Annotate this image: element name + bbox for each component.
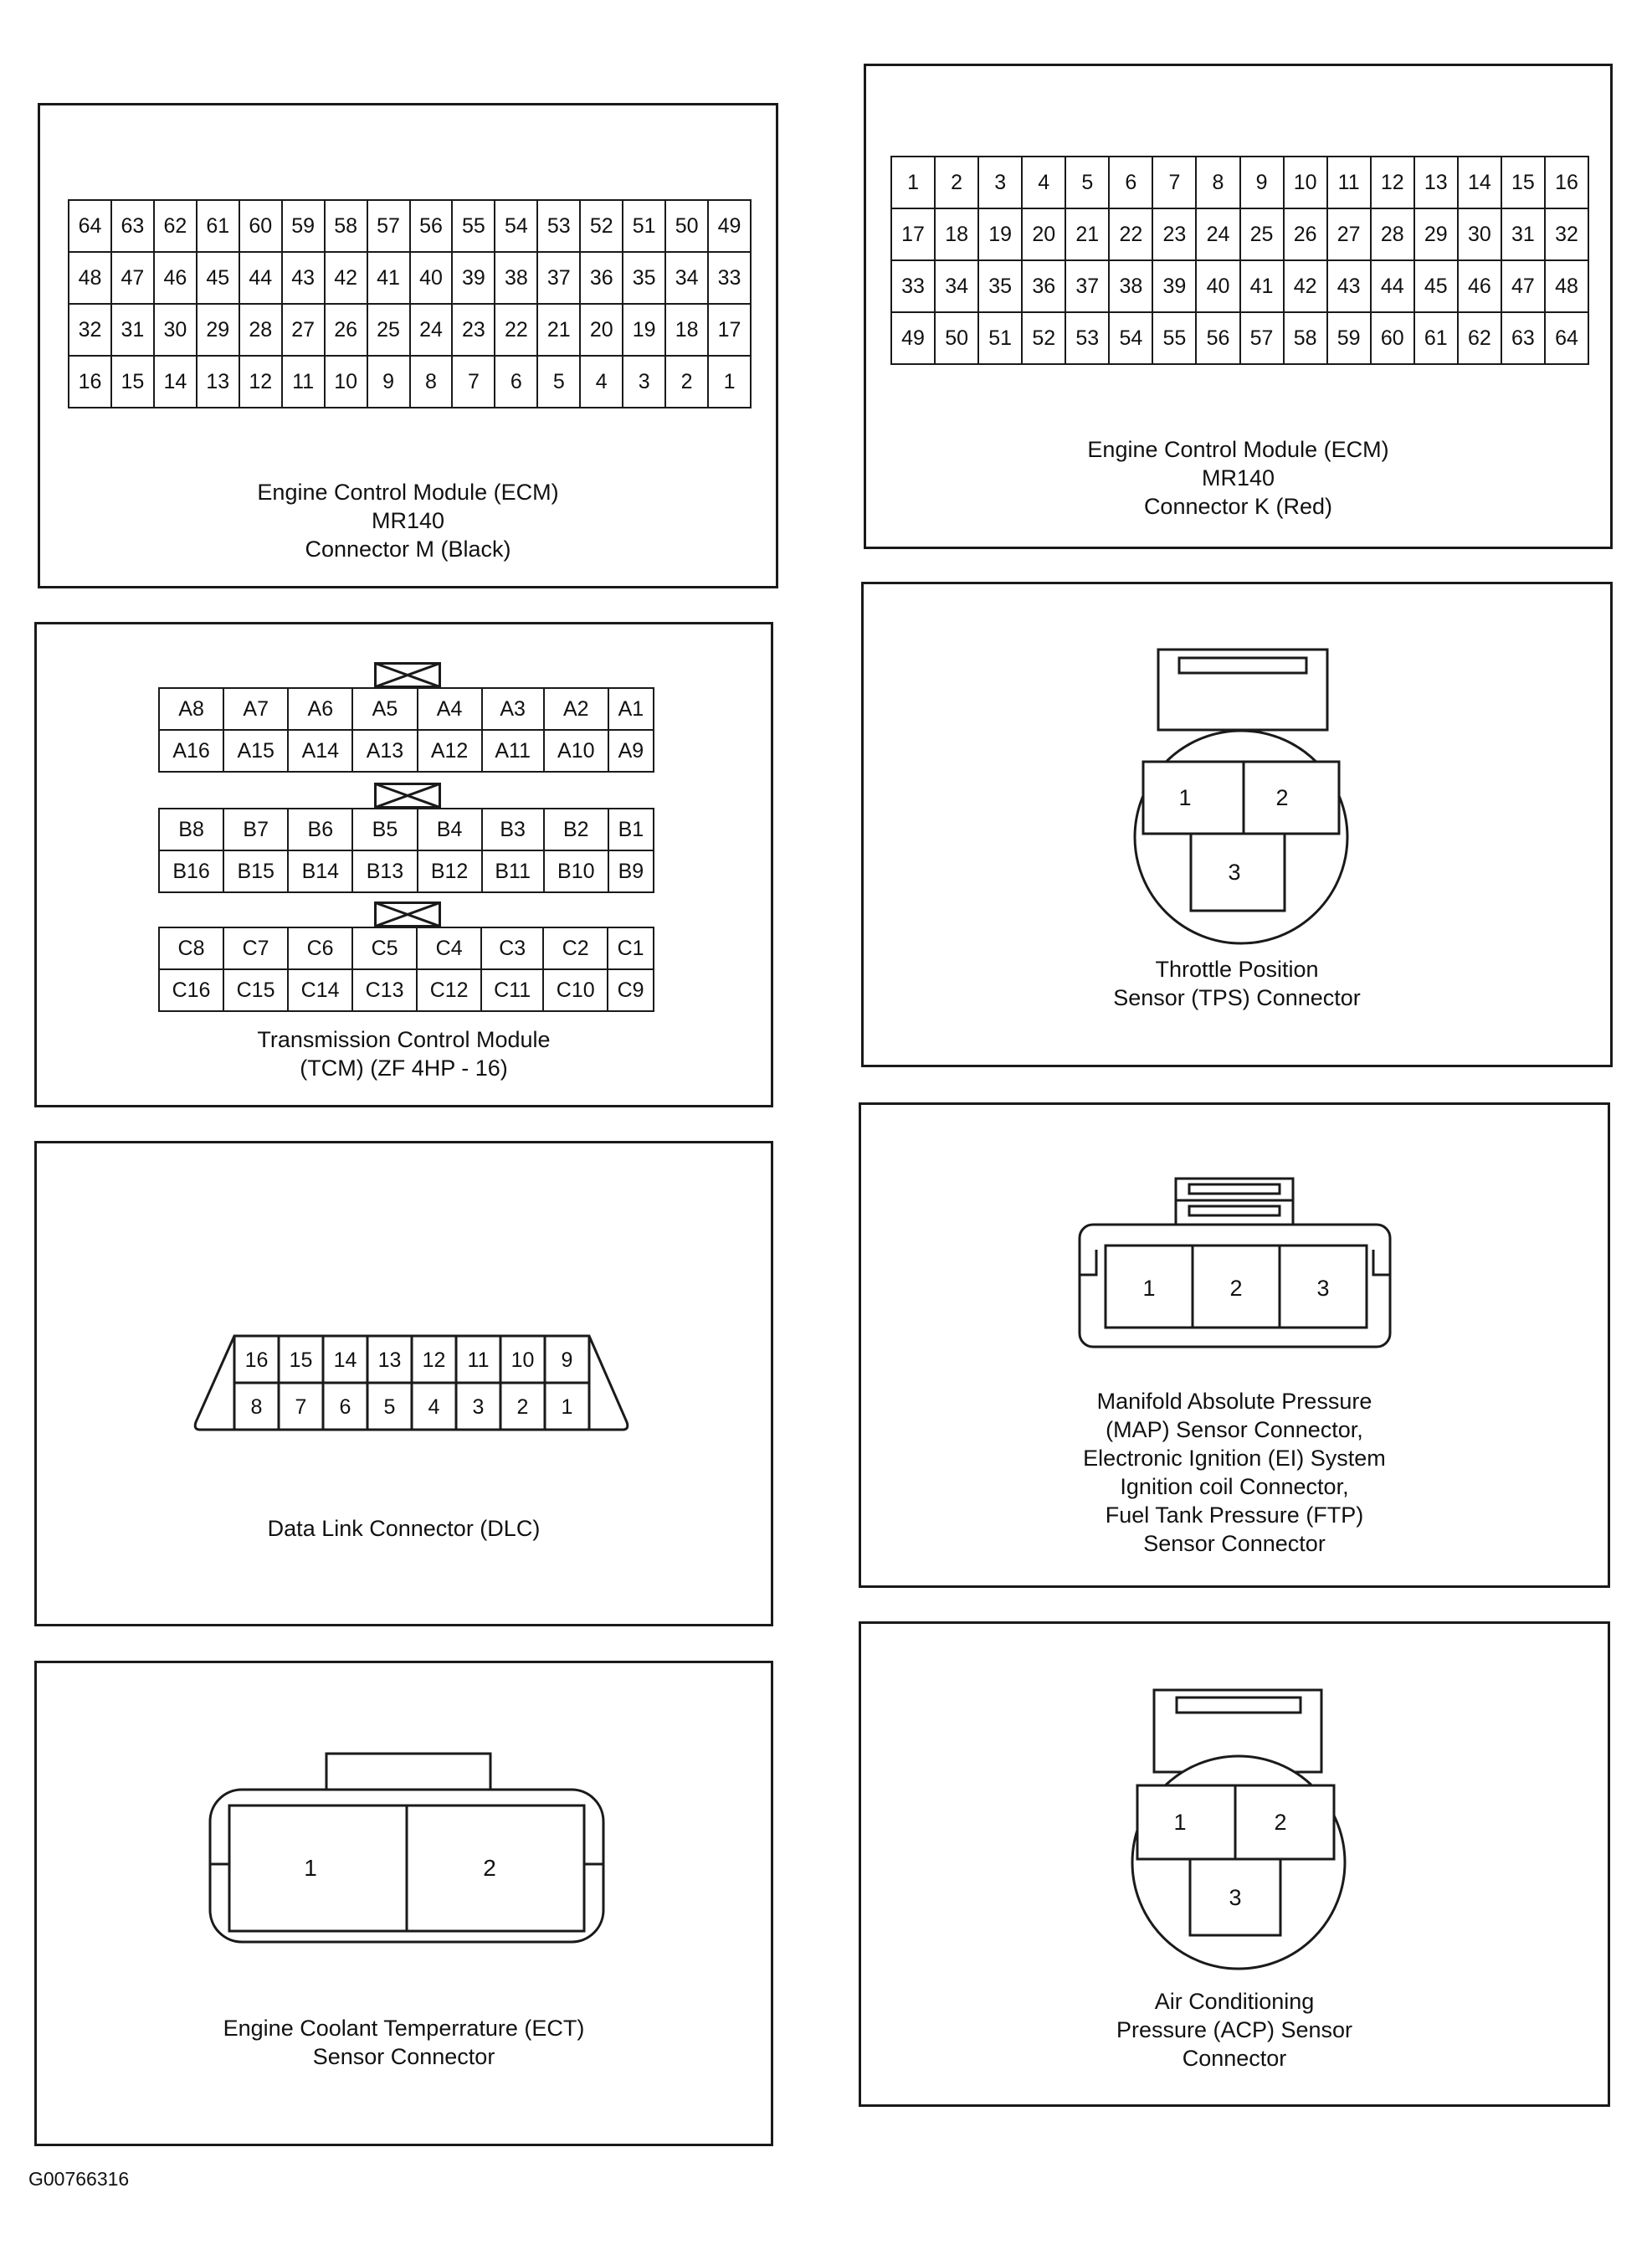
map-pin-1: 1	[1142, 1276, 1156, 1301]
pin-cell: 25	[367, 304, 410, 356]
pin-cell: A13	[352, 730, 417, 772]
ect-pin-2: 2	[483, 1855, 496, 1881]
pin-cell: C11	[481, 969, 543, 1011]
pin-cell: B4	[418, 809, 482, 850]
pin-cell: 35	[623, 252, 665, 304]
pin-cell: 43	[282, 252, 325, 304]
dlc-pin: 11	[467, 1348, 490, 1372]
pin-cell: 26	[1284, 208, 1327, 260]
pin-cell: 25	[1240, 208, 1284, 260]
pin-cell: 30	[1458, 208, 1501, 260]
dlc-pin: 5	[383, 1395, 396, 1419]
pin-row	[891, 157, 1588, 208]
pin-cell: 64	[69, 200, 111, 252]
pin-cell: 11	[282, 356, 325, 408]
pin-cell: 5	[1065, 157, 1109, 208]
tcm-pin-block	[158, 687, 654, 773]
pin-cell: 23	[1152, 208, 1196, 260]
ecm-connector-m-caption	[40, 478, 776, 563]
pin-cell: B7	[223, 809, 288, 850]
pin-cell: 28	[239, 304, 282, 356]
pin-row	[159, 850, 654, 892]
pin-cell: 20	[580, 304, 623, 356]
pin-cell: 4	[1022, 157, 1065, 208]
pin-cell: 8	[410, 356, 453, 408]
pin-cell: 50	[935, 312, 978, 364]
ect-caption	[37, 2014, 771, 2071]
dlc-pin: 12	[422, 1348, 446, 1372]
pin-cell: 61	[1414, 312, 1458, 364]
pin-cell: 9	[367, 356, 410, 408]
pin-cell: 50	[665, 200, 708, 252]
dlc-pin: 15	[289, 1348, 313, 1372]
pin-cell: 3	[978, 157, 1022, 208]
pin-cell: 47	[1501, 260, 1545, 312]
pin-cell: 27	[1327, 208, 1371, 260]
pin-cell: A10	[544, 730, 608, 772]
acp-pin-2: 2	[1274, 1810, 1287, 1835]
dlc-pin: 9	[561, 1348, 573, 1372]
pin-cell: 57	[1240, 312, 1284, 364]
pin-cell: A8	[159, 688, 223, 730]
pin-cell: 12	[239, 356, 282, 408]
pin-cell: 51	[978, 312, 1022, 364]
map-pin-2: 2	[1229, 1276, 1243, 1301]
pin-cell: 34	[665, 252, 708, 304]
caption-line: Connector M (Black)	[305, 537, 511, 562]
dlc-pin: 10	[510, 1348, 535, 1372]
pin-cell: 29	[1414, 208, 1458, 260]
pin-cell: 19	[978, 208, 1022, 260]
pin-cell: 60	[239, 200, 282, 252]
pin-cell: B9	[608, 850, 654, 892]
pin-cell: 48	[69, 252, 111, 304]
pin-row	[159, 688, 654, 730]
pin-cell: 10	[325, 356, 367, 408]
pin-cell: B6	[288, 809, 352, 850]
caption-line: Transmission Control Module	[257, 1027, 551, 1052]
pin-cell: C5	[352, 927, 417, 969]
pin-cell: B3	[482, 809, 544, 850]
map-caption	[861, 1387, 1608, 1558]
pin-cell: 18	[665, 304, 708, 356]
pin-cell: 8	[1196, 157, 1239, 208]
pin-cell: 55	[1152, 312, 1196, 364]
pin-cell: 55	[452, 200, 495, 252]
pin-cell: 45	[1414, 260, 1458, 312]
pin-cell: A1	[608, 688, 654, 730]
caption-line: Fuel Tank Pressure (FTP)	[1105, 1502, 1364, 1528]
acp-pin-3: 3	[1229, 1885, 1242, 1910]
ecm-connector-k-panel	[864, 64, 1613, 549]
caption-line: Engine Coolant Temperrature (ECT)	[223, 2016, 585, 2041]
pin-cell: 62	[154, 200, 197, 252]
pin-cell: 62	[1458, 312, 1501, 364]
pin-cell: 21	[537, 304, 580, 356]
caption-line: Engine Control Module (ECM)	[1087, 437, 1389, 462]
pin-cell: 12	[1371, 157, 1414, 208]
ecm-connector-m-pin-grid	[68, 199, 752, 408]
map-connector-panel	[859, 1102, 1610, 1588]
pin-cell: 60	[1371, 312, 1414, 364]
pin-cell: 10	[1284, 157, 1327, 208]
map-pin-3: 3	[1316, 1276, 1330, 1301]
pin-cell: 39	[452, 252, 495, 304]
pin-cell: A16	[159, 730, 223, 772]
pin-cell: 27	[282, 304, 325, 356]
ect-connector-drawing	[37, 1663, 771, 2144]
pin-cell: C2	[543, 927, 608, 969]
acp-pin-1: 1	[1173, 1810, 1187, 1835]
pin-row	[159, 809, 654, 850]
dlc-connector-panel	[34, 1141, 773, 1626]
pin-row	[159, 969, 654, 1011]
pin-row	[69, 252, 751, 304]
caption-line: Manifold Absolute Pressure	[1096, 1389, 1372, 1414]
caption-line: Pressure (ACP) Sensor	[1116, 2017, 1353, 2042]
pin-cell: 16	[69, 356, 111, 408]
pin-cell: 6	[1109, 157, 1152, 208]
pin-cell: 33	[891, 260, 935, 312]
latch-icon	[374, 662, 441, 688]
pin-cell: 54	[495, 200, 537, 252]
pin-cell: 58	[325, 200, 367, 252]
caption-line: Sensor Connector	[1143, 1531, 1326, 1556]
pin-cell: 32	[1545, 208, 1588, 260]
pin-cell: A11	[482, 730, 544, 772]
pin-cell: 45	[197, 252, 239, 304]
ecm-connector-k-caption	[866, 435, 1610, 521]
pin-cell: C8	[159, 927, 223, 969]
pin-cell: 3	[623, 356, 665, 408]
dlc-caption	[37, 1514, 771, 1543]
dlc-pin: 14	[333, 1348, 357, 1372]
tps-connector-panel	[861, 582, 1613, 1067]
dlc-pin: 3	[472, 1395, 485, 1419]
pin-cell: 23	[452, 304, 495, 356]
tcm-caption	[37, 1025, 771, 1082]
pin-cell: 46	[1458, 260, 1501, 312]
pin-cell: 20	[1022, 208, 1065, 260]
pin-cell: 46	[154, 252, 197, 304]
pin-row	[159, 730, 654, 772]
dlc-pin: 13	[377, 1348, 402, 1372]
pin-cell: 13	[197, 356, 239, 408]
caption-line: Data Link Connector (DLC)	[267, 1516, 541, 1541]
caption-line: (MAP) Sensor Connector,	[1106, 1417, 1363, 1442]
dlc-pin: 8	[250, 1395, 263, 1419]
pin-cell: 29	[197, 304, 239, 356]
pin-cell: 17	[708, 304, 751, 356]
pin-cell: C12	[417, 969, 481, 1011]
pin-cell: 13	[1414, 157, 1458, 208]
pin-cell: 18	[935, 208, 978, 260]
pin-cell: 56	[410, 200, 453, 252]
pin-cell: 58	[1284, 312, 1327, 364]
pin-cell: A9	[608, 730, 654, 772]
pin-cell: C6	[288, 927, 352, 969]
caption-line: MR140	[371, 508, 445, 533]
caption-line: Connector K (Red)	[1143, 494, 1333, 519]
caption-line: Ignition coil Connector,	[1120, 1474, 1349, 1499]
pin-cell: C7	[223, 927, 288, 969]
pin-cell: 42	[325, 252, 367, 304]
pin-cell: 19	[623, 304, 665, 356]
pin-cell: 36	[580, 252, 623, 304]
pin-cell: 22	[495, 304, 537, 356]
tps-pin-1: 1	[1178, 785, 1192, 810]
pin-cell: 24	[410, 304, 453, 356]
pin-cell: 53	[537, 200, 580, 252]
pin-row	[891, 208, 1588, 260]
pin-cell: 24	[1196, 208, 1239, 260]
pin-cell: 14	[1458, 157, 1501, 208]
pin-cell: 40	[1196, 260, 1239, 312]
pin-cell: 41	[367, 252, 410, 304]
pin-cell: A2	[544, 688, 608, 730]
pin-cell: A7	[223, 688, 288, 730]
dlc-pin: 16	[244, 1348, 269, 1372]
pin-cell: A6	[288, 688, 352, 730]
pin-cell: B8	[159, 809, 223, 850]
pin-cell: 42	[1284, 260, 1327, 312]
pin-cell: 1	[891, 157, 935, 208]
pin-cell: 31	[111, 304, 154, 356]
caption-line: Air Conditioning	[1154, 1989, 1315, 2014]
pin-cell: 51	[623, 200, 665, 252]
ect-pin-1: 1	[304, 1855, 317, 1881]
dlc-pin: 1	[561, 1395, 573, 1419]
tps-caption	[864, 955, 1610, 1012]
pin-cell: 9	[1240, 157, 1284, 208]
pin-cell: 64	[1545, 312, 1588, 364]
pin-cell: B15	[223, 850, 288, 892]
pin-row	[69, 200, 751, 252]
pin-cell: 31	[1501, 208, 1545, 260]
pin-row	[69, 356, 751, 408]
pin-cell: B14	[288, 850, 352, 892]
pin-row	[891, 312, 1588, 364]
pin-cell: 2	[935, 157, 978, 208]
pin-cell: 47	[111, 252, 154, 304]
pin-cell: 15	[111, 356, 154, 408]
caption-line: MR140	[1201, 465, 1275, 491]
tcm-pin-block	[158, 927, 654, 1012]
pin-cell: 63	[111, 200, 154, 252]
pin-cell: 52	[580, 200, 623, 252]
pin-row	[891, 260, 1588, 312]
pin-cell: C3	[481, 927, 543, 969]
pin-cell: 59	[1327, 312, 1371, 364]
figure-id: G00766316	[28, 2168, 130, 2190]
pin-cell: 44	[1371, 260, 1414, 312]
dlc-pin: 4	[428, 1395, 440, 1419]
pin-cell: 37	[537, 252, 580, 304]
pin-cell: 63	[1501, 312, 1545, 364]
pin-cell: 37	[1065, 260, 1109, 312]
dlc-connector-drawing	[37, 1143, 771, 1624]
pin-cell: 36	[1022, 260, 1065, 312]
dlc-pin: 2	[516, 1395, 529, 1419]
pin-cell: B5	[352, 809, 417, 850]
pin-cell: 57	[367, 200, 410, 252]
pin-cell: A5	[352, 688, 417, 730]
pin-cell: A4	[418, 688, 482, 730]
pin-cell: 59	[282, 200, 325, 252]
tcm-pin-block	[158, 808, 654, 893]
pin-cell: A12	[418, 730, 482, 772]
pin-cell: 14	[154, 356, 197, 408]
pin-cell: 17	[891, 208, 935, 260]
pin-row	[159, 927, 654, 969]
caption-line: (TCM) (ZF 4HP - 16)	[300, 1056, 508, 1081]
pin-cell: 43	[1327, 260, 1371, 312]
pin-cell: 38	[1109, 260, 1152, 312]
tcm-connector-panel	[34, 622, 773, 1107]
pin-cell: B16	[159, 850, 223, 892]
pin-cell: 41	[1240, 260, 1284, 312]
latch-icon	[374, 783, 441, 809]
acp-caption	[861, 1987, 1608, 2073]
pin-cell: 39	[1152, 260, 1196, 312]
pin-cell: C10	[543, 969, 608, 1011]
pin-cell: 4	[580, 356, 623, 408]
pin-cell: 21	[1065, 208, 1109, 260]
pin-cell: B11	[482, 850, 544, 892]
pin-cell: 11	[1327, 157, 1371, 208]
pin-cell: B1	[608, 809, 654, 850]
pin-cell: B12	[418, 850, 482, 892]
pin-cell: 52	[1022, 312, 1065, 364]
caption-line: Connector	[1182, 2046, 1287, 2071]
caption-line: Sensor (TPS) Connector	[1113, 985, 1361, 1010]
pin-cell: 56	[1196, 312, 1239, 364]
latch-icon	[374, 901, 441, 927]
caption-line: Electronic Ignition (EI) System	[1083, 1446, 1386, 1471]
ecm-connector-m-panel	[38, 103, 778, 588]
pin-cell: 44	[239, 252, 282, 304]
pin-cell: C9	[608, 969, 654, 1011]
pin-cell: 16	[1545, 157, 1588, 208]
pin-cell: A14	[288, 730, 352, 772]
ect-connector-panel	[34, 1661, 773, 2146]
pin-cell: C13	[352, 969, 417, 1011]
dlc-pin: 7	[295, 1395, 307, 1419]
pin-cell: 49	[891, 312, 935, 364]
pin-cell: 33	[708, 252, 751, 304]
caption-line: Throttle Position	[1155, 957, 1319, 982]
ecm-connector-k-pin-grid	[890, 156, 1589, 365]
pin-cell: 7	[452, 356, 495, 408]
pin-cell: 48	[1545, 260, 1588, 312]
pin-cell: 6	[495, 356, 537, 408]
pin-cell: 34	[935, 260, 978, 312]
caption-line: Sensor Connector	[312, 2044, 495, 2069]
pin-row	[69, 304, 751, 356]
pin-cell: 28	[1371, 208, 1414, 260]
pin-cell: 5	[537, 356, 580, 408]
pin-cell: C15	[223, 969, 288, 1011]
pin-cell: C1	[608, 927, 654, 969]
pin-cell: 49	[708, 200, 751, 252]
pin-cell: 61	[197, 200, 239, 252]
pin-cell: 15	[1501, 157, 1545, 208]
pin-cell: 32	[69, 304, 111, 356]
pin-cell: 26	[325, 304, 367, 356]
pin-cell: 35	[978, 260, 1022, 312]
pin-cell: 54	[1109, 312, 1152, 364]
pin-cell: 7	[1152, 157, 1196, 208]
pin-cell: 30	[154, 304, 197, 356]
dlc-pin: 6	[339, 1395, 351, 1419]
pin-cell: C4	[417, 927, 481, 969]
pin-cell: B10	[544, 850, 608, 892]
caption-line: Engine Control Module (ECM)	[257, 480, 559, 505]
pin-cell: C16	[159, 969, 223, 1011]
pin-cell: C14	[288, 969, 352, 1011]
pin-cell: 53	[1065, 312, 1109, 364]
pin-cell: 38	[495, 252, 537, 304]
pin-cell: 2	[665, 356, 708, 408]
pin-cell: 1	[708, 356, 751, 408]
pin-cell: 40	[410, 252, 453, 304]
pin-cell: B13	[352, 850, 417, 892]
pin-cell: A3	[482, 688, 544, 730]
pin-cell: B2	[544, 809, 608, 850]
pin-cell: A15	[223, 730, 288, 772]
tps-pin-2: 2	[1275, 785, 1289, 810]
pin-cell: 22	[1109, 208, 1152, 260]
tps-pin-3: 3	[1228, 860, 1241, 885]
acp-connector-panel	[859, 1621, 1610, 2107]
